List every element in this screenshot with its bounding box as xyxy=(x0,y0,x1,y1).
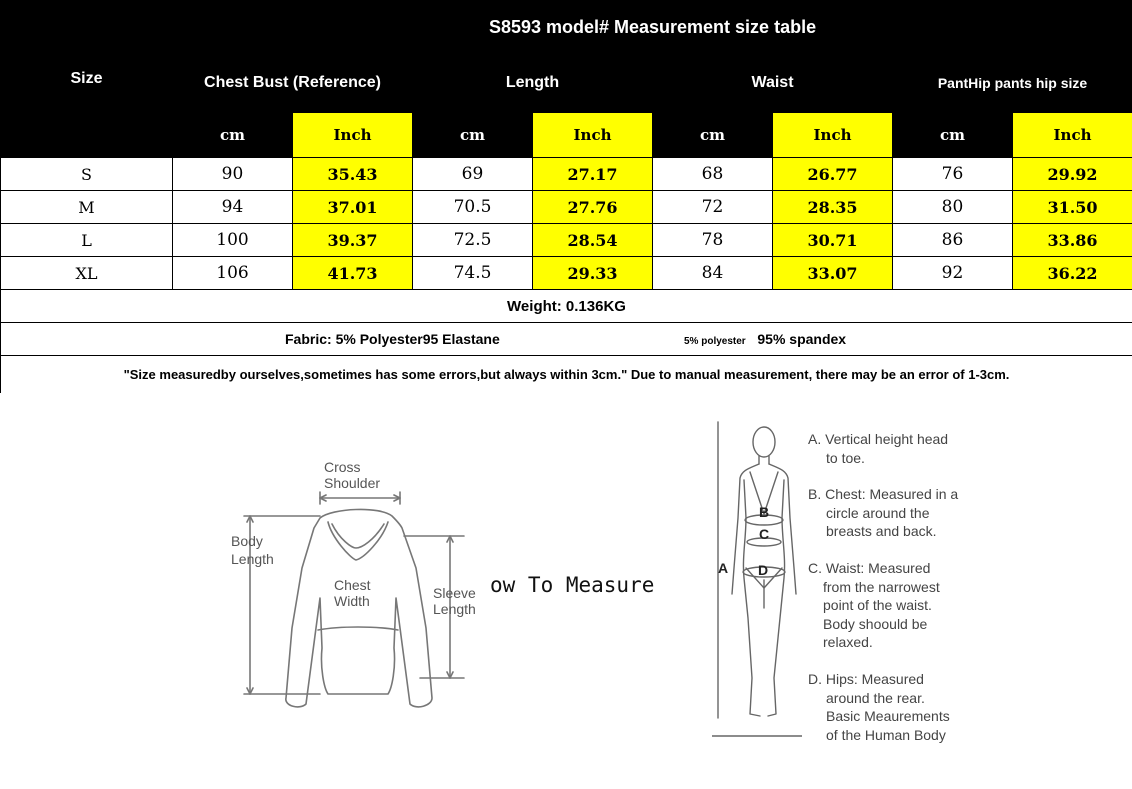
letter-b: B xyxy=(759,504,770,520)
legend-a-line-1: A. Vertical height head xyxy=(808,431,949,447)
unit-inch: Inch xyxy=(533,113,653,158)
cell-cm: 84 xyxy=(653,257,773,290)
unit-inch: Inch xyxy=(773,113,893,158)
how-to-measure-title: ow To Measure xyxy=(490,573,655,597)
label-cross-shoulder-2: Shoulder xyxy=(324,475,381,491)
label-cross-shoulder-1: Cross xyxy=(324,459,361,475)
size-label: XL xyxy=(1,257,173,290)
group-header-waist: Waist xyxy=(653,54,893,113)
legend-a-line-2: to toe. xyxy=(826,449,865,466)
unit-cm: cm xyxy=(653,113,773,158)
cell-inch: 26.77 xyxy=(773,158,893,191)
cell-cm: 86 xyxy=(893,224,1013,257)
cell-inch: 28.54 xyxy=(533,224,653,257)
fabric-text: Fabric: 5% Polyester95 Elastane xyxy=(285,331,500,347)
size-table xyxy=(0,0,1132,394)
label-sleeve-length-1: Sleeve xyxy=(433,585,476,601)
fabric-polyester: 5% polyester xyxy=(684,336,746,347)
cell-cm: 106 xyxy=(173,257,293,290)
cell-cm: 90 xyxy=(173,158,293,191)
size-label: M xyxy=(1,191,173,224)
legend-d-line-3: Basic Meaurements xyxy=(826,708,950,724)
cell-cm: 100 xyxy=(173,224,293,257)
body-figure xyxy=(712,418,802,738)
fabric-spandex: 95% spandex xyxy=(757,331,847,347)
cell-inch: 33.07 xyxy=(773,257,893,290)
unit-cm: cm xyxy=(893,113,1013,158)
cell-inch: 35.43 xyxy=(293,158,413,191)
legend-c xyxy=(808,559,940,652)
cell-inch: 39.37 xyxy=(293,224,413,257)
legend-d-line-2: around the rear. xyxy=(826,689,925,706)
legend-d-line-4: of the Human Body xyxy=(826,726,946,743)
garment-sketch xyxy=(220,448,540,748)
cell-cm: 92 xyxy=(893,257,1013,290)
measurement-note: "Size measuredby ourselves,sometimes has some errors,but always within 3cm." Due to manual measurement, there may be an error of 1-3cm. xyxy=(1,356,1132,394)
cell-inch: 37.01 xyxy=(293,191,413,224)
cell-inch: 31.50 xyxy=(1013,191,1132,224)
unit-cm: cm xyxy=(413,113,533,158)
table-row xyxy=(1,158,1132,191)
fabric-row xyxy=(1,323,1132,356)
fabric-composition xyxy=(684,331,846,347)
cell-cm: 74.5 xyxy=(413,257,533,290)
how-to-measure-area xyxy=(0,393,1132,789)
legend-d-line-1: D. Hips: Measured xyxy=(808,671,924,687)
unit-cm: cm xyxy=(173,113,293,158)
cell-inch: 29.33 xyxy=(533,257,653,290)
cell-cm: 68 xyxy=(653,158,773,191)
legend-a xyxy=(808,430,948,467)
legend-b-line-3: breasts and back. xyxy=(826,523,937,539)
size-header: Size xyxy=(1,1,173,158)
label-body-length-2: Length xyxy=(231,551,274,567)
letter-d: D xyxy=(758,562,769,578)
table-row xyxy=(1,257,1132,290)
cell-inch: 41.73 xyxy=(293,257,413,290)
table-row xyxy=(1,191,1132,224)
label-chest-width-2: Width xyxy=(334,593,370,609)
cell-inch: 33.86 xyxy=(1013,224,1132,257)
legend-b xyxy=(808,485,958,541)
cell-inch: 36.22 xyxy=(1013,257,1132,290)
table-row xyxy=(1,224,1132,257)
letter-a: A xyxy=(718,560,729,576)
group-header-length: Length xyxy=(413,54,653,113)
size-label: S xyxy=(1,158,173,191)
table-title: S8593 model# Measurement size table xyxy=(173,1,1132,54)
weight-text: Weight: 0.136KG xyxy=(1,290,1132,323)
legend-d xyxy=(808,670,950,744)
cell-cm: 72 xyxy=(653,191,773,224)
cell-inch: 27.17 xyxy=(533,158,653,191)
legend-b-line-2: circle around the xyxy=(826,504,930,521)
cell-cm: 80 xyxy=(893,191,1013,224)
cell-cm: 69 xyxy=(413,158,533,191)
cell-cm: 70.5 xyxy=(413,191,533,224)
label-sleeve-length-2: Length xyxy=(433,601,476,617)
label-chest-width-1: Chest xyxy=(334,577,371,593)
legend-b-line-1: B. Chest: Measured in a xyxy=(808,486,959,502)
cell-inch: 30.71 xyxy=(773,224,893,257)
cell-cm: 78 xyxy=(653,224,773,257)
legend-c-line-5: relaxed. xyxy=(823,634,873,650)
cell-cm: 76 xyxy=(893,158,1013,191)
size-label: L xyxy=(1,224,173,257)
letter-c: C xyxy=(759,526,770,542)
cell-cm: 72.5 xyxy=(413,224,533,257)
cell-inch: 27.76 xyxy=(533,191,653,224)
legend-c-line-3: point of the waist. xyxy=(823,597,932,613)
legend-c-line-2: from the narrowest xyxy=(823,578,940,595)
cell-inch: 29.92 xyxy=(1013,158,1132,191)
legend-c-line-1: C. Waist: Measured xyxy=(808,560,931,576)
group-header-hip: PantHip pants hip size xyxy=(893,54,1132,113)
legend-c-line-4: Body shoould be xyxy=(823,615,928,632)
unit-inch: Inch xyxy=(1013,113,1132,158)
label-body-length-1: Body xyxy=(231,533,263,549)
cell-cm: 94 xyxy=(173,191,293,224)
unit-inch: Inch xyxy=(293,113,413,158)
group-header-chest: Chest Bust (Reference) xyxy=(173,54,413,113)
cell-inch: 28.35 xyxy=(773,191,893,224)
